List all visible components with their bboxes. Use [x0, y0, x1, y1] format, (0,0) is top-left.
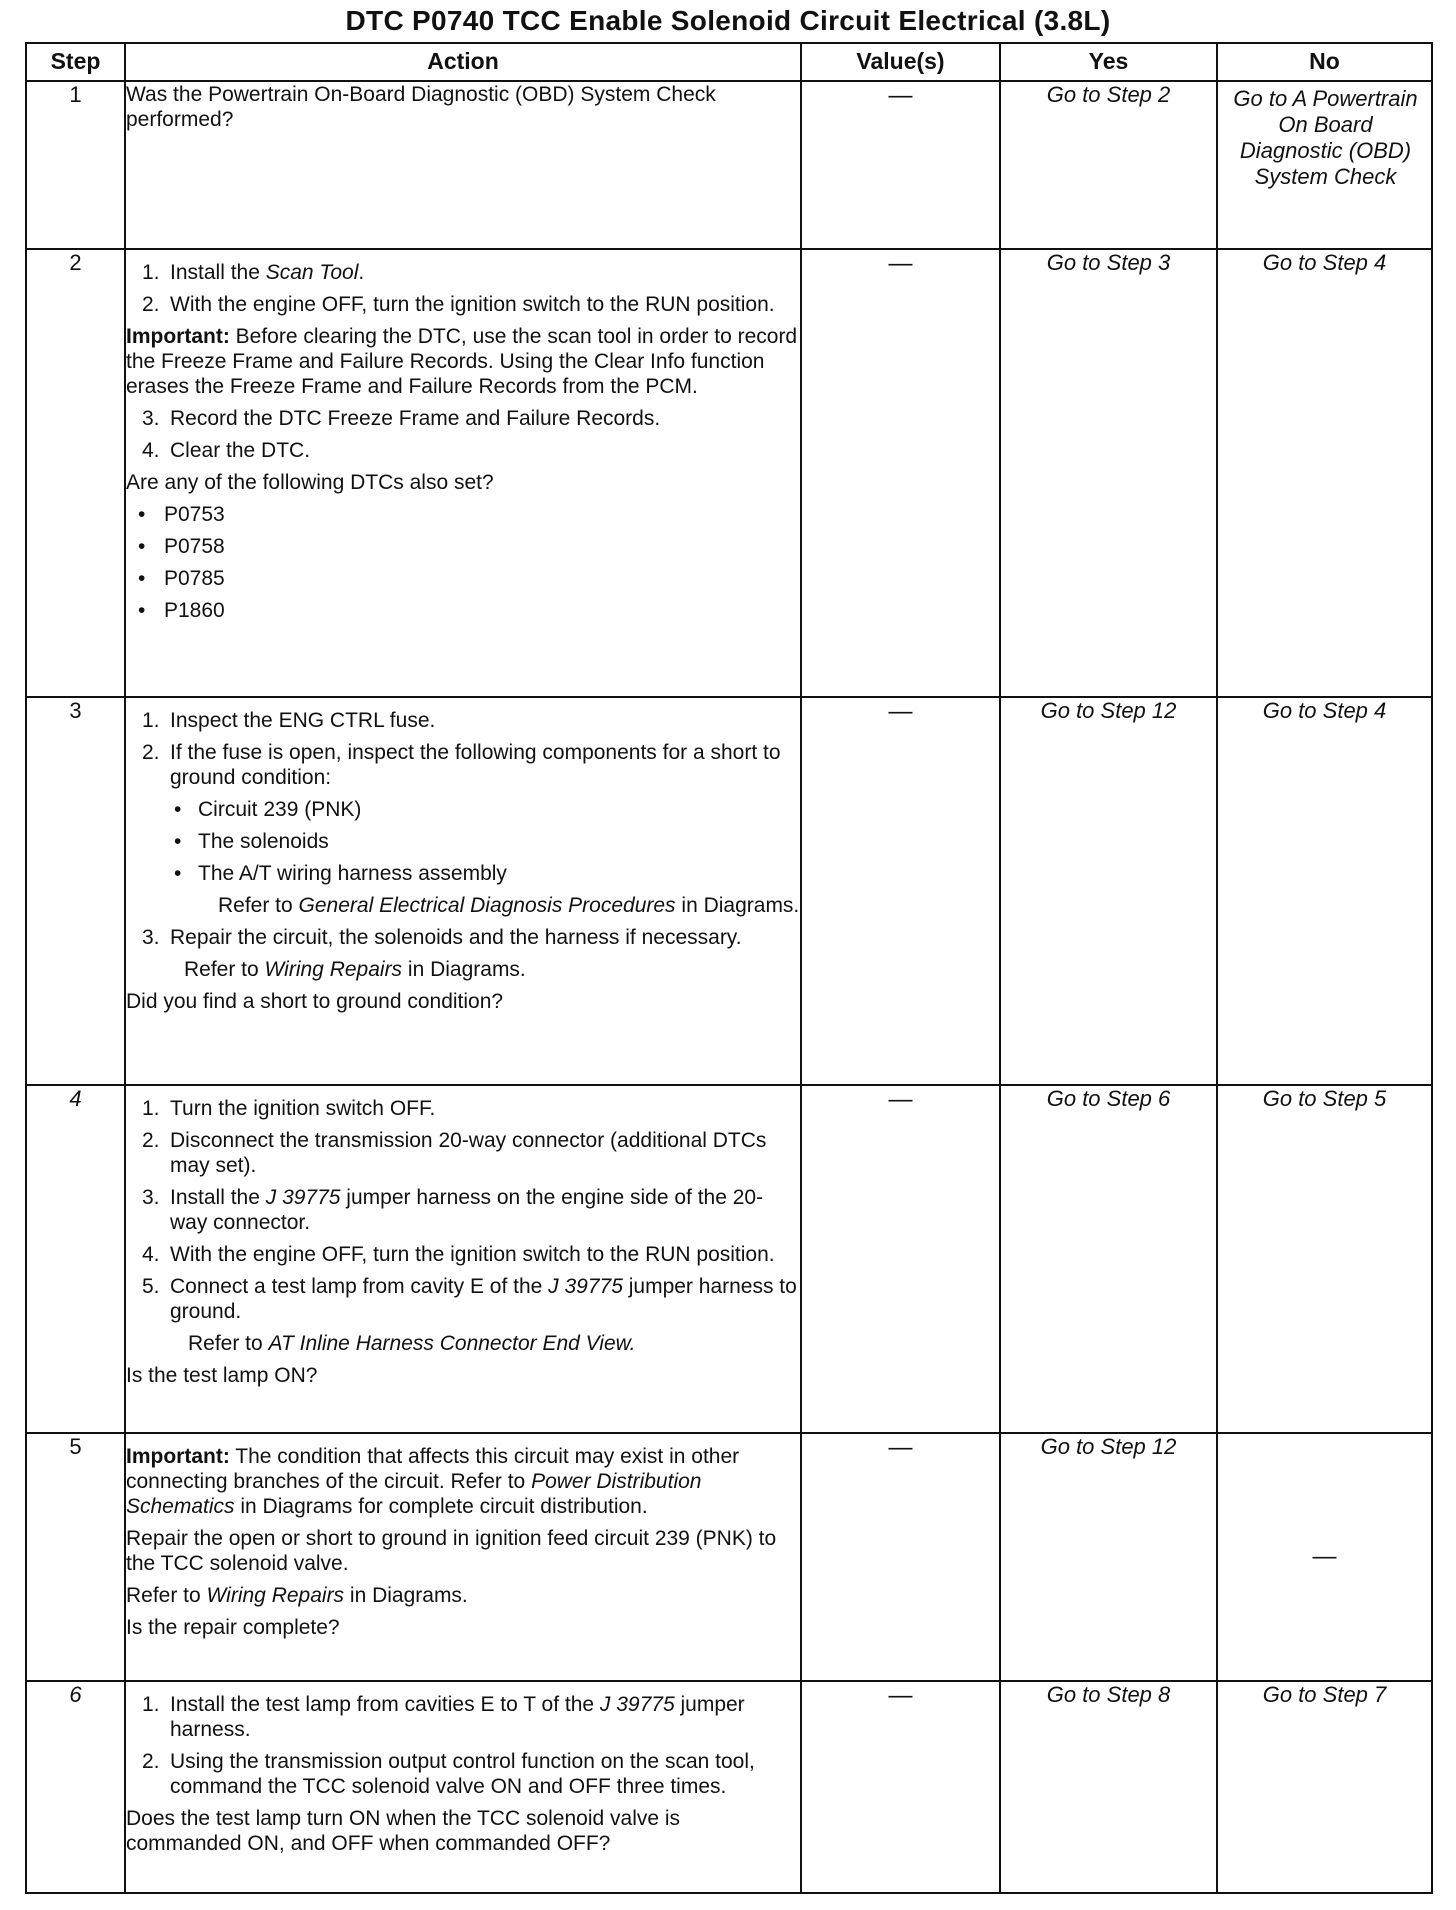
no-goto-link[interactable]: Go to Step 5: [1262, 1086, 1387, 1111]
value-cell: —: [801, 1085, 1000, 1433]
action-cell: [125, 249, 801, 697]
step-number: 5: [26, 1433, 125, 1681]
action-cell: [125, 1681, 801, 1893]
item-number: 5.: [142, 1275, 160, 1298]
step-number: 1: [26, 81, 125, 249]
item-number: 1.: [142, 1097, 160, 1120]
action-step-item: [142, 740, 800, 790]
action-step-item: [142, 438, 800, 463]
step-number: 2: [26, 249, 125, 697]
no-cell: [1217, 81, 1432, 249]
value-cell: —: [801, 1433, 1000, 1681]
no-cell: [1217, 1681, 1432, 1893]
item-text: If the fuse is open, inspect the following components for a short to ground condition:: [170, 741, 781, 789]
item-number: 4.: [142, 1243, 160, 1266]
item-number: 3.: [142, 926, 160, 949]
yes-cell: [1000, 1433, 1217, 1681]
action-cell: [125, 1433, 801, 1681]
item-text: Clear the DTC.: [170, 439, 311, 462]
action-step-item: [142, 1185, 800, 1235]
component-bullet: • Circuit 239 (PNK): [174, 798, 362, 821]
item-text: With the engine OFF, turn the ignition switch to the RUN position.: [170, 1243, 775, 1266]
dtc-bullet: • P0785: [138, 567, 225, 590]
header-values: Value(s): [801, 43, 1000, 81]
important-note: Important: The condition that affects this circuit may exist in other connecting branches of the circuit. Refer to Power Distribution Schematics in Diagrams for complete circuit distribution.: [126, 1445, 740, 1518]
action-cell: [125, 81, 801, 249]
table-row-step-4: [26, 1085, 1432, 1433]
action-step-item: [142, 1128, 800, 1178]
action-step-item: [142, 925, 800, 950]
repair-instruction: Repair the open or short to ground in ignition feed circuit 239 (PNK) to the TCC solenoid valve.: [126, 1527, 777, 1575]
no-goto-link[interactable]: [1218, 82, 1431, 190]
page-title: DTC P0740 TCC Enable Solenoid Circuit Electrical (3.8L): [345, 5, 1111, 36]
header-no: No: [1217, 43, 1432, 81]
table-row-step-1: [26, 81, 1432, 249]
table-header-row: [26, 43, 1432, 81]
no-cell: [1217, 249, 1432, 697]
value-cell: —: [801, 249, 1000, 697]
reference-link[interactable]: Power Distribution Schematics: [126, 1470, 702, 1518]
no-cell: [1217, 1085, 1432, 1433]
item-text: Connect a test lamp from cavity E of the J 39775 jumper harness to ground.: [170, 1275, 797, 1323]
action-step-item: [142, 1274, 800, 1324]
yes-cell: [1000, 1681, 1217, 1893]
action-question: Does the test lamp turn ON when the TCC solenoid valve is commanded ON, and OFF when commanded OFF?: [126, 1807, 681, 1855]
action-question: Is the repair complete?: [126, 1616, 340, 1639]
table-row-step-5: [26, 1433, 1432, 1681]
yes-goto-link[interactable]: Go to Step 2: [1046, 82, 1171, 107]
table-row-step-2: [26, 249, 1432, 697]
dtc-bullet: • P1860: [138, 599, 225, 622]
yes-goto-link[interactable]: Go to Step 3: [1046, 250, 1171, 275]
reference-link[interactable]: Wiring Repairs: [206, 1584, 345, 1607]
item-number: 1.: [142, 709, 160, 732]
item-text: Install the J 39775 jumper harness on the engine side of the 20-way connector.: [170, 1186, 764, 1234]
reference-note: Refer to General Electrical Diagnosis Procedures in Diagrams.: [218, 894, 800, 917]
reference-note: Refer to AT Inline Harness Connector End View.: [188, 1332, 636, 1355]
item-number: 3.: [142, 407, 160, 430]
no-goto-link[interactable]: Go to Step 4: [1262, 250, 1387, 275]
header-action: Action: [125, 43, 801, 81]
value-cell: —: [801, 81, 1000, 249]
item-number: 2.: [142, 1750, 160, 1773]
item-number: 2.: [142, 1129, 160, 1152]
action-question: Are any of the following DTCs also set?: [126, 471, 494, 494]
no-goto-link[interactable]: Go to Step 7: [1262, 1682, 1387, 1707]
action-step-item: [142, 708, 800, 733]
action-step-item: [142, 1096, 800, 1121]
table-row-step-6: [26, 1681, 1432, 1893]
reference-link[interactable]: AT Inline Harness Connector End View.: [268, 1332, 636, 1355]
diagnostic-table: [25, 42, 1433, 1894]
item-text: Inspect the ENG CTRL fuse.: [170, 709, 436, 732]
action-step-item: [142, 1749, 800, 1799]
item-text: Repair the circuit, the solenoids and the harness if necessary.: [170, 926, 742, 949]
item-text: Using the transmission output control function on the scan tool, command the TCC solenoid valve ON and OFF three times.: [170, 1750, 755, 1798]
important-note: Important: Before clearing the DTC, use the scan tool in order to record the Freeze Frame and Failure Records. Using the Clear Info function erases the Freeze Frame and Failure Records from the PCM.: [126, 325, 798, 398]
item-number: 3.: [142, 1186, 160, 1209]
item-text: Turn the ignition switch OFF.: [170, 1097, 436, 1120]
yes-cell: [1000, 81, 1217, 249]
component-bullet: • The A/T wiring harness assembly: [174, 862, 507, 885]
action-step-item: [142, 406, 800, 431]
action-step-item: [142, 292, 800, 317]
reference-note: Refer to Wiring Repairs in Diagrams.: [184, 958, 526, 981]
value-cell: —: [801, 1681, 1000, 1893]
item-text: Install the test lamp from cavities E to T of the J 39775 jumper harness.: [170, 1693, 745, 1741]
reference-link[interactable]: General Electrical Diagnosis Procedures: [298, 894, 676, 917]
yes-cell: [1000, 697, 1217, 1085]
reference-link[interactable]: Wiring Repairs: [264, 958, 403, 981]
item-number: 1.: [142, 261, 160, 284]
action-step-item: [142, 1692, 800, 1742]
item-number: 4.: [142, 439, 160, 462]
action-question: Was the Powertrain On-Board Diagnostic (OBD) System Check performed?: [126, 83, 716, 131]
table-row-step-3: [26, 697, 1432, 1085]
header-step: Step: [26, 43, 125, 81]
header-yes: Yes: [1000, 43, 1217, 81]
yes-cell: [1000, 249, 1217, 697]
item-text: Record the DTC Freeze Frame and Failure Records.: [170, 407, 661, 430]
component-bullet: • The solenoids: [174, 830, 329, 853]
dtc-bullet: • P0753: [138, 503, 225, 526]
yes-goto-link[interactable]: Go to Step 6: [1046, 1086, 1171, 1111]
action-cell: [125, 697, 801, 1085]
action-question: Did you find a short to ground condition?: [126, 990, 504, 1013]
step-number: 3: [26, 697, 125, 1085]
item-text: With the engine OFF, turn the ignition switch to the RUN position.: [170, 293, 775, 316]
action-step-item: [142, 1242, 800, 1267]
yes-cell: [1000, 1085, 1217, 1433]
step-number: 4: [26, 1085, 125, 1433]
no-goto-target: A Powertrain On Board Diagnostic (OBD) System Check: [1239, 86, 1418, 189]
no-goto-prefix: Go to: [1233, 86, 1293, 111]
item-text: Install the Scan Tool.: [170, 261, 365, 284]
value-cell: —: [801, 697, 1000, 1085]
reference-note: Refer to Wiring Repairs in Diagrams.: [126, 1584, 468, 1607]
no-goto-link[interactable]: Go to Step 4: [1262, 698, 1387, 723]
action-cell: [125, 1085, 801, 1433]
item-text: Disconnect the transmission 20-way connector (additional DTCs may set).: [170, 1129, 767, 1177]
action-question: Is the test lamp ON?: [126, 1364, 318, 1387]
dtc-bullet: • P0758: [138, 535, 225, 558]
yes-goto-link[interactable]: Go to Step 8: [1046, 1682, 1171, 1707]
yes-goto-link[interactable]: Go to Step 12: [1040, 1434, 1177, 1459]
item-number: 2.: [142, 741, 160, 764]
yes-goto-link[interactable]: Go to Step 12: [1040, 698, 1177, 723]
step-number: 6: [26, 1681, 125, 1893]
item-number: 2.: [142, 293, 160, 316]
no-cell: [1217, 697, 1432, 1085]
action-step-item: [142, 260, 800, 285]
item-number: 1.: [142, 1693, 160, 1716]
no-cell: —: [1217, 1433, 1432, 1681]
